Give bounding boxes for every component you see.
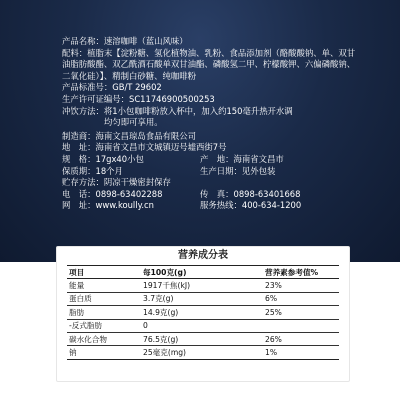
product-name-row bbox=[62, 36, 362, 48]
table-row bbox=[67, 279, 339, 292]
license-row bbox=[62, 94, 362, 106]
nutrient-nrv bbox=[263, 319, 339, 332]
nutrient-amount: 0 bbox=[141, 319, 263, 332]
product-info bbox=[62, 36, 362, 212]
method-row bbox=[62, 106, 362, 118]
nutrient-nrv: 6% bbox=[263, 292, 339, 305]
tel-fax-row bbox=[62, 189, 362, 201]
header-per-100g: 每100克(g) bbox=[141, 266, 263, 279]
method-value-line1: 将1小包咖啡粉放入杯中，加入约150毫升热开水调 bbox=[103, 105, 293, 116]
web-hotline-row bbox=[62, 200, 362, 212]
address-label: 地 址： bbox=[62, 142, 96, 153]
standard-value: GB/T 29602 bbox=[112, 82, 162, 93]
spec-label: 规 格： bbox=[62, 153, 96, 164]
ingredients-label: 配料： bbox=[62, 47, 88, 58]
shelf-life-label: 保质期： bbox=[62, 165, 96, 176]
method-value-line2: 均匀即可享用。 bbox=[104, 117, 163, 128]
nutrient-nrv: 26% bbox=[263, 332, 339, 345]
website-label: 网 址： bbox=[62, 200, 96, 211]
nutrient-name: 钠 bbox=[67, 346, 141, 359]
nutrient-amount: 25毫克(mg) bbox=[141, 346, 263, 359]
nutrient-name: 能量 bbox=[67, 279, 141, 292]
origin-label: 产 地： bbox=[200, 153, 234, 164]
standard-row bbox=[62, 82, 362, 94]
origin-value: 海南省文昌市 bbox=[233, 153, 284, 164]
header-item: 项目 bbox=[67, 266, 141, 279]
website-value: www.koully.cn bbox=[95, 200, 154, 211]
spec-origin-row bbox=[62, 154, 362, 166]
nutrient-name: 碳水化合物 bbox=[67, 332, 141, 345]
table-row bbox=[67, 319, 339, 332]
shelf-life-value: 18个月 bbox=[95, 165, 123, 176]
nutrient-amount: 76.5克(g) bbox=[141, 332, 263, 345]
shelf-date-row bbox=[62, 166, 362, 178]
nutrition-title: 营养成分表 bbox=[67, 247, 339, 266]
storage-label: 贮存方法： bbox=[62, 177, 104, 188]
fax-label: 传 真： bbox=[200, 188, 234, 199]
maker-value: 海南文昌琼岛食品有限公司 bbox=[95, 130, 196, 141]
nutrient-nrv: 23% bbox=[263, 279, 339, 292]
license-value: SC11746900500253 bbox=[129, 93, 215, 104]
nutrition-panel bbox=[56, 246, 350, 382]
method-row-continued bbox=[62, 117, 362, 129]
hotline-label: 服务热线： bbox=[200, 200, 242, 211]
storage-row bbox=[62, 177, 362, 189]
maker-label: 制造商： bbox=[62, 130, 96, 141]
spec-value: 17gx40小包 bbox=[95, 153, 144, 164]
ingredients-value: 植脂末【淀粉糖、氢化植物油、乳粉、食品添加剂（酪酸酸钠、单、双甘油脂肪酸酯、双乙酰酒石酸单双甘油酯、磷酸氢二甲、柠檬酸钾、六偏磷酸钠、二氧化硅）】、精制白砂糖、纯咖啡粉 bbox=[62, 47, 356, 81]
maker-row bbox=[62, 131, 362, 143]
nutrition-header-row bbox=[67, 266, 339, 279]
tel-label: 电 话： bbox=[62, 188, 96, 199]
production-date-label: 生产日期： bbox=[200, 165, 242, 176]
ingredients-row bbox=[62, 48, 362, 83]
product-name-label: 产品名称： bbox=[62, 36, 104, 46]
address-value: 海南省文昌市文城镇迈号墟西街7号 bbox=[95, 142, 227, 153]
nutrient-amount: 3.7克(g) bbox=[141, 292, 263, 305]
storage-value: 阴凉干燥密封保存 bbox=[103, 177, 171, 188]
table-row bbox=[67, 346, 339, 359]
nutrient-amount: 14.9克(g) bbox=[141, 306, 263, 319]
nutrient-name: 脂肪 bbox=[67, 306, 141, 319]
standard-label: 产品标准号： bbox=[62, 82, 113, 93]
hotline-value: 400-634-1200 bbox=[241, 200, 302, 211]
nutrient-name: -反式脂肪 bbox=[67, 319, 141, 332]
tel-value: 0898-63402288 bbox=[95, 188, 163, 199]
nutrient-amount: 1917千焦(kJ) bbox=[141, 279, 263, 292]
fax-value: 0898-63401668 bbox=[233, 188, 301, 199]
method-label: 冲饮方法： bbox=[62, 105, 104, 116]
header-nrv: 营养素参考值% bbox=[263, 266, 339, 279]
address-row bbox=[62, 142, 362, 154]
nutrient-name: 蛋白质 bbox=[67, 292, 141, 305]
table-row bbox=[67, 292, 339, 305]
license-label: 生产许可证编号： bbox=[62, 93, 129, 104]
nutrition-table bbox=[67, 266, 339, 360]
table-row bbox=[67, 332, 339, 345]
nutrient-nrv: 1% bbox=[263, 346, 339, 359]
production-date-value: 见外包装 bbox=[241, 165, 276, 176]
nutrient-nrv: 25% bbox=[263, 306, 339, 319]
product-name-value: 速溶咖啡（蓝山风味） bbox=[103, 36, 188, 46]
table-row bbox=[67, 306, 339, 319]
